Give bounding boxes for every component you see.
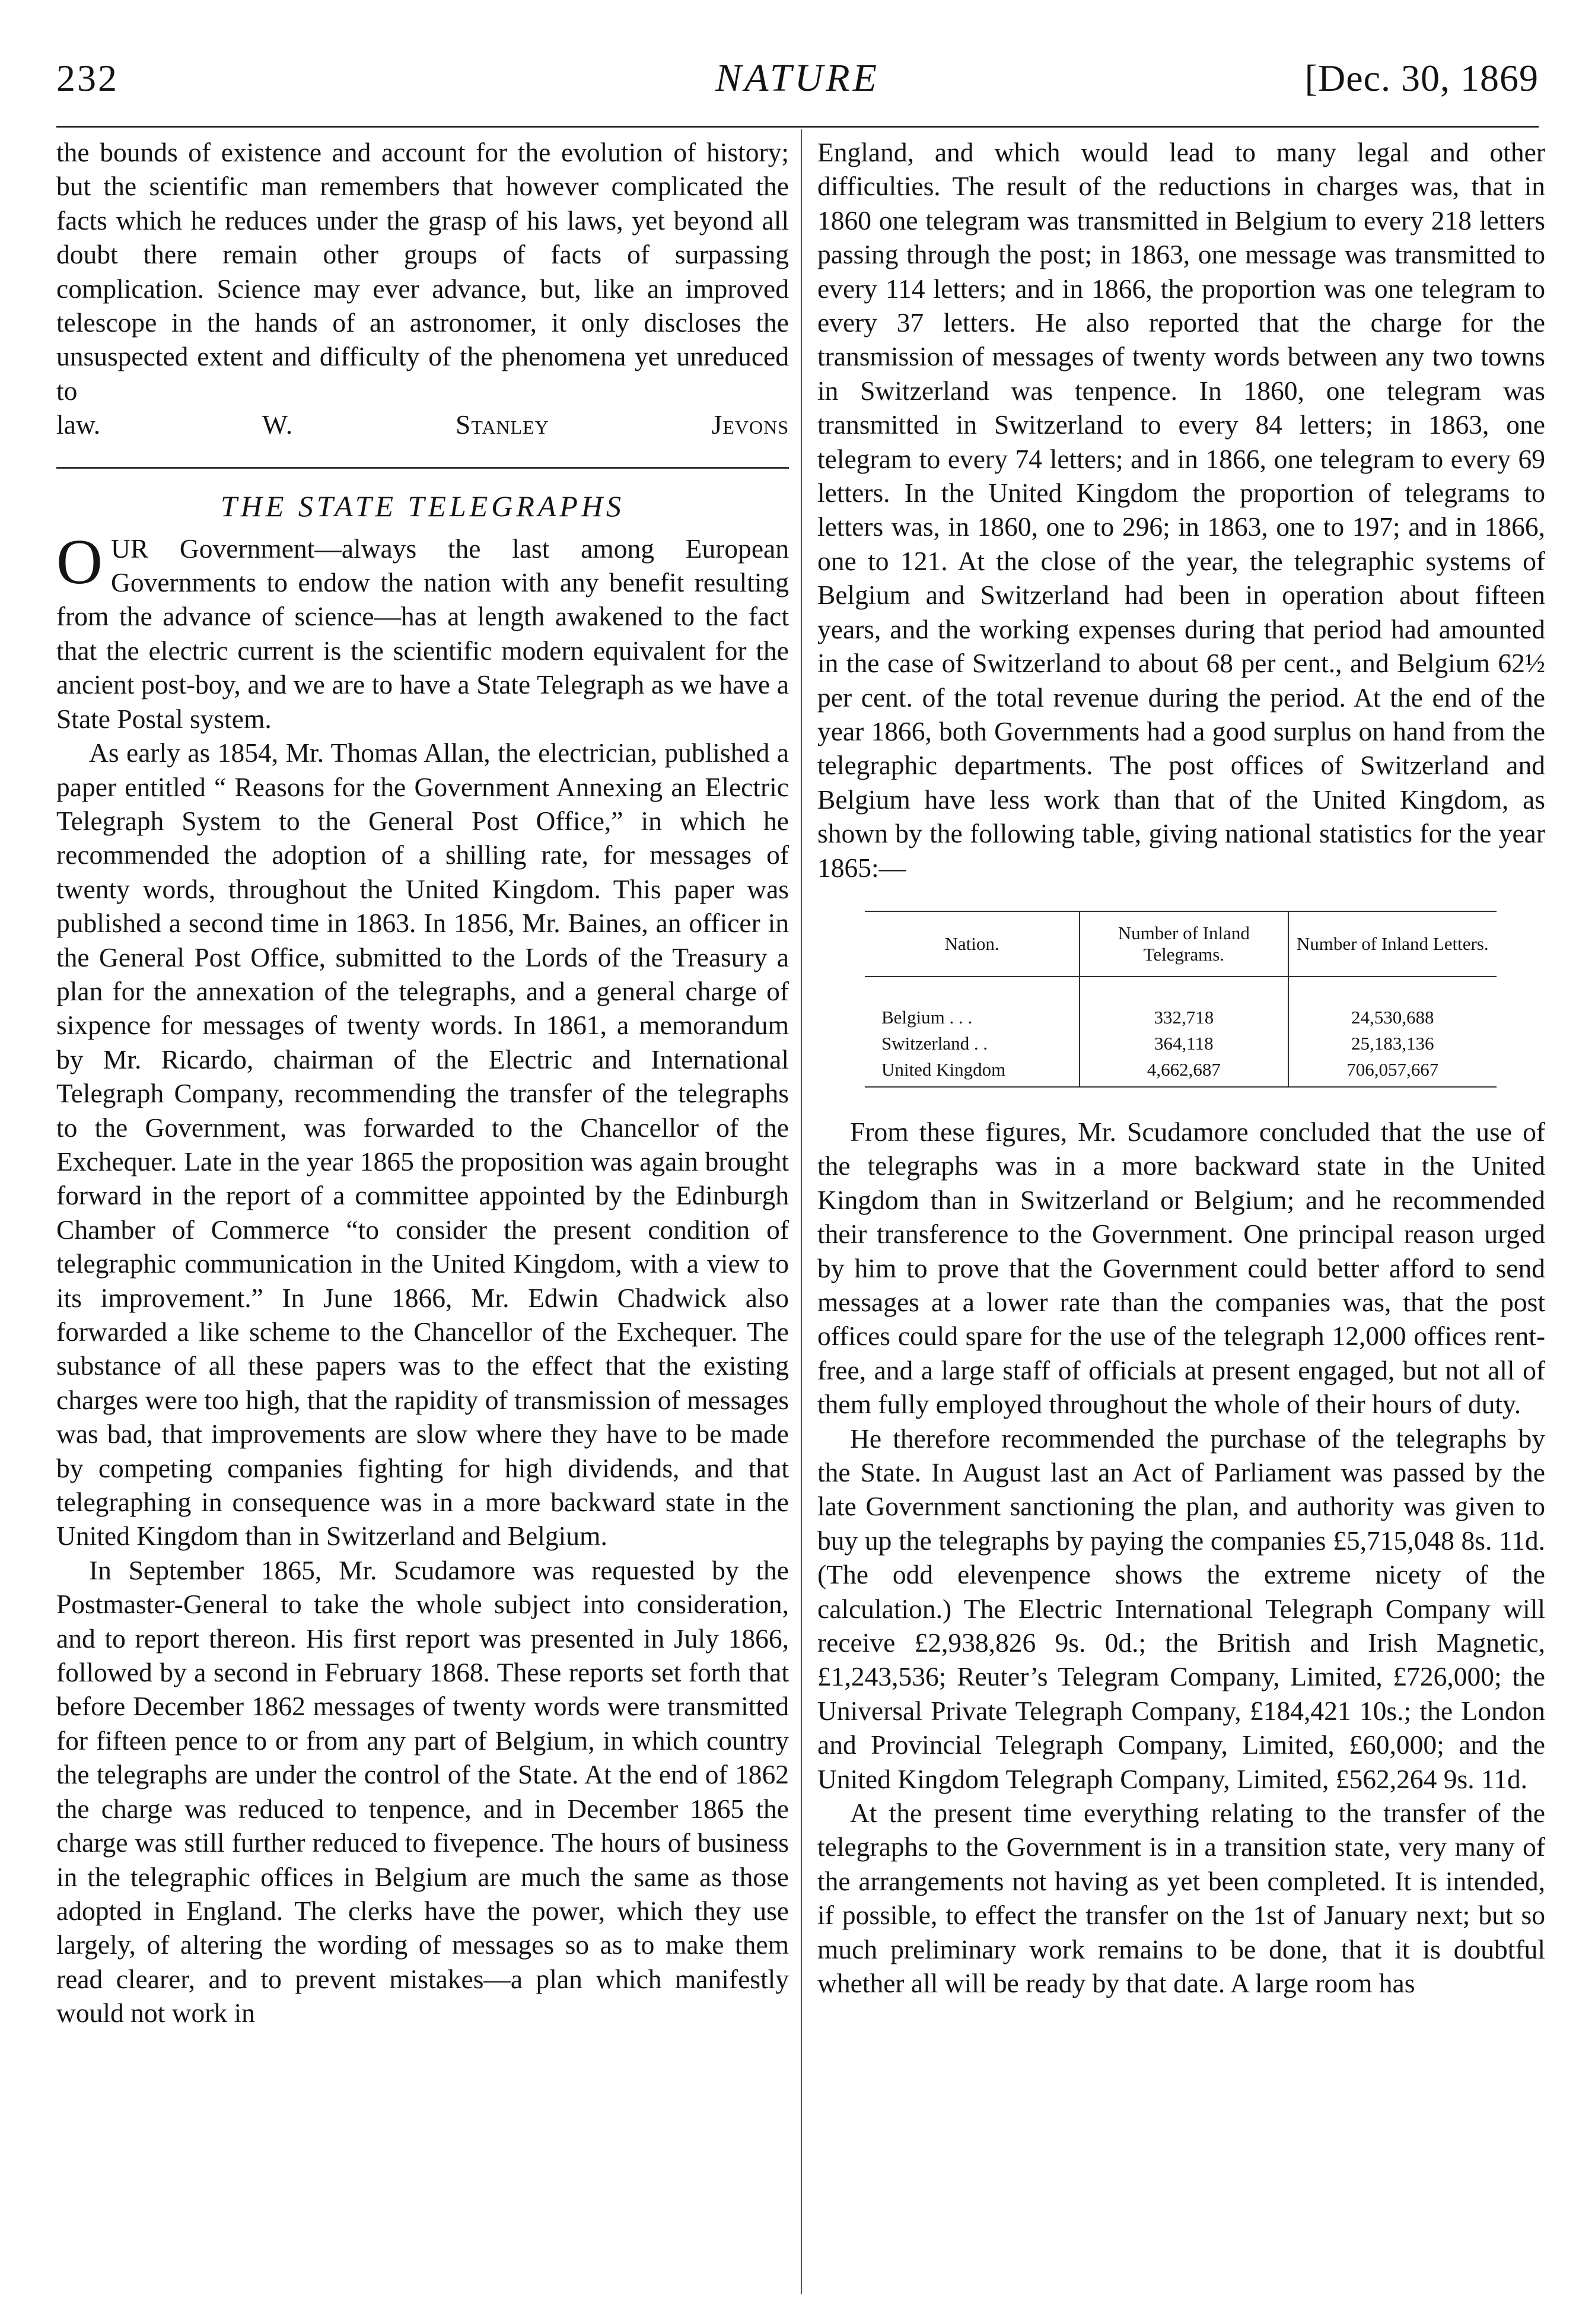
telegrams-cell: 364,118: [1080, 1031, 1288, 1057]
nation-cell: Switzerland . .: [881, 1032, 988, 1054]
journal-title: NATURE: [715, 56, 880, 100]
drop-cap: O: [56, 526, 103, 597]
column-header: Number of Inland Letters.: [1288, 911, 1497, 977]
letters-cell: 706,057,667: [1288, 1057, 1497, 1087]
letters-cell: 24,530,688: [1288, 977, 1497, 1031]
right-column: [817, 135, 1545, 2001]
article-title: THE STATE TELEGRAPHS: [220, 489, 625, 523]
table-row: [865, 1057, 1497, 1087]
left-column: [56, 135, 789, 2030]
running-header: [56, 49, 1539, 108]
column-header: Number of Inland Telegrams.: [1080, 911, 1288, 977]
statistics-table: [865, 911, 1497, 1088]
previous-article-last-line: law. W. Stanley Jevons: [56, 409, 789, 440]
paragraph: In September 1865, Mr. Scudamore was requested by the Postmaster-General to take the whole subject into consideration, and to report thereon. His first report was presented in July 1866, followed by a second in February 1868. These reports set forth that before December 1862 messages of twenty words were transmitted for fifteen pence to or from any part of Belgium, in which country the telegraphs are under the control of the State. At the end of 1862 the charge was reduced to tenpence, and in December 1865 the charge was still further reduced to fivepence. The hours of business in the telegraphic offices in Belgium are much the same as those adopted in England. The clerks have the power, which they use largely, of altering the wording of messages so as to make them read clearer, and to prevent mistakes—a plan which manifestly would not work in: [56, 1554, 789, 2029]
paragraph: From these figures, Mr. Scudamore concluded that the use of the telegraphs was in a more backward state in the United Kingdom than in Switzerland or Belgium; and he recommended their transference to the Government. One principal reason urged by him to prove that the Government could better afford to send messages at a lower rate than the companies was, that the post offices could spare for the use of the telegraph 12,000 offices rent-free, and a large staff of officials at present engaged, but not all of them fully employed throughout the whole of their hours of duty.: [817, 1116, 1545, 1420]
paragraph: England, and which would lead to many legal and other difficulties. The result of the reductions in charges was, that in 1860 one telegram was transmitted in Belgium to every 218 letters passing through the post; in 1863, one message was transmitted to every 114 letters; and in 1866, the proportion was one telegram to every 37 letters. He also reported that the charge for the transmission of messages of twenty words between any two towns in Switzerland was tenpence. In 1860, one telegram was transmitted in Switzerland to every 84 letters; in 1863, one telegram to every 74 letters; and in 1866, one telegram to every 69 letters. In the United Kingdom the proportion of telegrams to letters was, in 1860, one to 296; in 1863, one to 197; and in 1866, one to 121. At the close of the year, the telegraphic systems of Belgium and Switzerland had been in operation about fifteen years, and the working expenses during that period had amounted in the case of Switzerland to about 68 per cent., and Belgium 62½ per cent. of the total revenue during the period. At the end of the year 1866, both Governments had a good surplus on hand from the telegraphic departments. The post offices of Switzerland and Belgium have less work than that of the United Kingdom, as shown by the following table, giving national statistics for the year 1865:—: [817, 137, 1545, 883]
paragraph: OUR Government—always the last among European Governments to endow the nation with any benefit resulting from the advance of science—has at length awakened to the fact that the electric current is the scientific modern equivalent for the ancient post-boy, and we are to have a State Telegraph as we have a State Postal system.: [56, 526, 789, 734]
header-rule: [56, 126, 1539, 128]
paragraph: At the present time everything relating to the transfer of the telegraphs to the Government is in a transition state, very many of the arrangements not having as yet been completed. It is intended, if possible, to effect the transfer on the 1st of January next; but so much preliminary work remains to be done, that it is doubtful whether all will be ready by that date. A large room has: [817, 1798, 1545, 1999]
column-header: Nation.: [865, 911, 1080, 977]
author-signature: W. Stanley Jevons: [262, 409, 789, 440]
telegrams-cell: 332,718: [1080, 977, 1288, 1031]
table-row: [865, 1031, 1497, 1057]
letters-cell: 25,183,136: [1288, 1031, 1497, 1057]
nation-cell: Belgium . . .: [881, 1006, 973, 1028]
previous-article-ending: the bounds of existence and account for the evolution of history; but the scientific man remembers that however complicated the facts which he reduces under the grasp of his laws, yet beyond all doubt there remain other groups of facts of surpassing complication. Science may ever advance, but, like an improved telescope in the hands of an astronomer, it only discloses the unsuspected extent and difficulty of the phenomena yet unreduced to: [56, 137, 789, 406]
table-header-row: [865, 911, 1497, 977]
issue-date: [Dec. 30, 1869: [1304, 57, 1539, 99]
table-row: [865, 977, 1497, 1031]
page-number: 232: [56, 57, 119, 99]
telegrams-cell: 4,662,687: [1080, 1057, 1288, 1087]
paragraph: As early as 1854, Mr. Thomas Allan, the electrician, published a paper entitled “ Reasons for the Government Annexing an Electric Telegraph System to the General Post Office,” in which he recommended the adoption of a shilling rate, for messages of twenty words, throughout the United Kingdom. This paper was published a second time in 1863. In 1856, Mr. Baines, an officer in the General Post Office, submitted to the Lords of the Treasury a plan for the annexation of the telegraphs, and a general charge of sixpence for messages of twenty words. In 1861, a memorandum by Mr. Ricardo, chairman of the Electric and International Telegraph Company, recommending the transfer of the telegraphs to the Government, was forwarded to the Chancellor of the Exchequer. Late in the year 1865 the proposition was again brought forward in the report of a committee appointed by the Edinburgh Chamber of Commerce “to consider the present condition of telegraphic communication in the United Kingdom, with a view to its improvement.” In June 1866, Mr. Edwin Chadwick also forwarded a like scheme to the Chancellor of the Exchequer. The substance of all these papers was to the effect that the existing charges were too high, that the rapidity of transmission of messages was bad, that improvements are slow where they have to be made by competing companies fighting for high dividends, and that telegraphing in consequence was in a more backward state in the United Kingdom than in Switzerland and Belgium.: [56, 737, 789, 1552]
article-separator: [56, 467, 789, 469]
nation-cell: United Kingdom: [865, 1057, 1080, 1087]
column-divider: [801, 129, 802, 2294]
paragraph: He therefore recommended the purchase of the telegraphs by the State. In August last an Act of Parliament was passed by the late Government sanctioning the plan, and authority was given to buy up the telegraphs by paying the companies £5,715,048 8s. 11d. (The odd elevenpence shows the extreme nicety of the calculation.) The Electric International Telegraph Company will receive £2,938,826 9s. 0d.; the British and Irish Magnetic, £1,243,536; Reuter’s Telegram Company, Limited, £726,000; the Universal Private Telegraph Company, £184,421 10s.; the London and Provincial Telegraph Company, Limited, £60,000; and the United Kingdom Telegraph Company, Limited, £562,264 9s. 11d.: [817, 1423, 1545, 1794]
